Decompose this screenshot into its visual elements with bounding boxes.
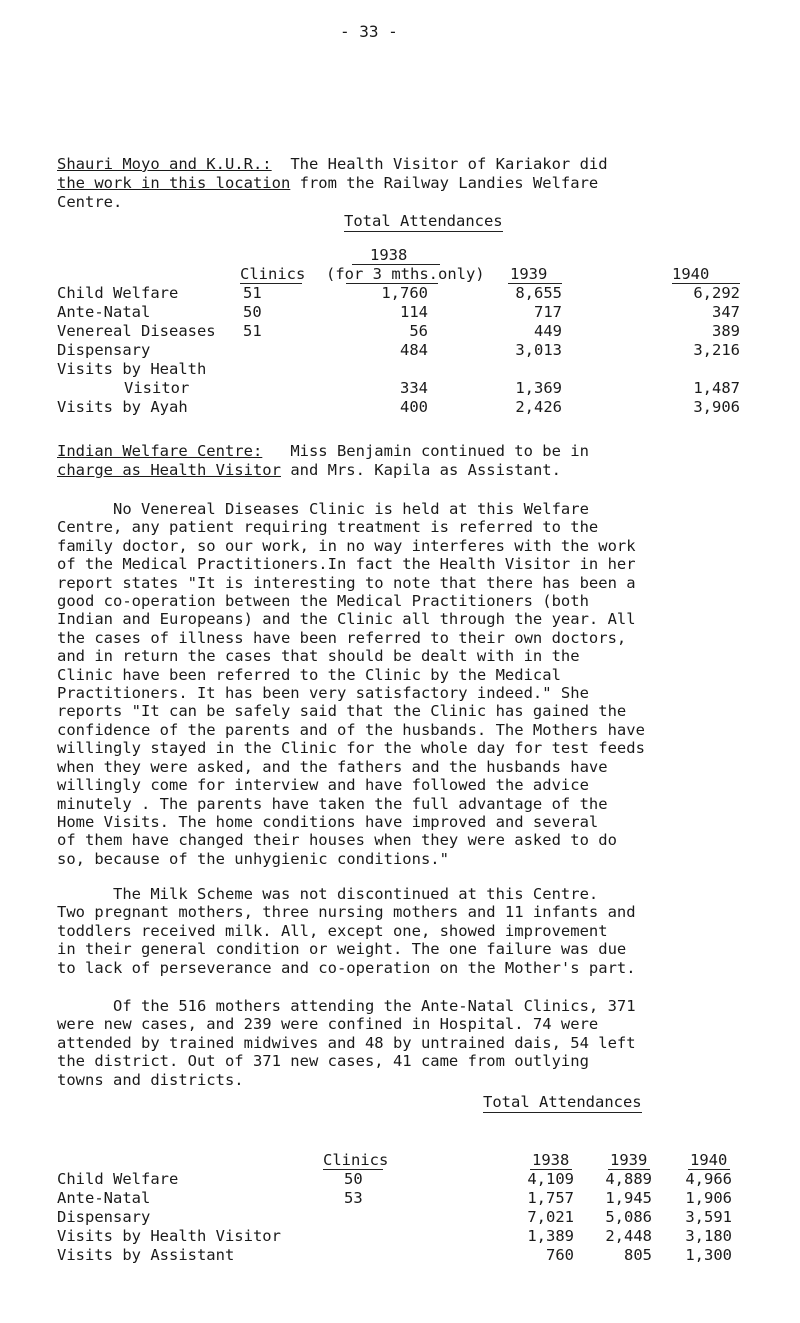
- table2-cell-1940: 4,966: [685, 1170, 732, 1188]
- page-number: - 33 -: [340, 22, 398, 41]
- table1-header-1938: 1938: [370, 246, 408, 264]
- table1-cell-1939: 449: [534, 322, 562, 340]
- table1-row-label: Visits by Health: [57, 360, 207, 378]
- table1-cell-1940: 347: [712, 303, 740, 321]
- table1-row-label: Child Welfare: [57, 284, 179, 302]
- table2-cell-1940: 3,591: [685, 1208, 732, 1226]
- section1-line2: [57, 174, 598, 192]
- table1-row-label: Dispensary: [57, 341, 151, 359]
- table2-row-label: Ante-Natal: [57, 1189, 151, 1207]
- table2-cell-1939: 2,448: [605, 1227, 652, 1245]
- table1-header-1939: 1939: [510, 265, 548, 283]
- paragraph-2: The Milk Scheme was not discontinued at this Centre. Two pregnant mothers, three nursing mothers and 11 infants and toddlers received milk. All, except one, showed improvement in their general condition or weight. The one failure was due to lack of perseverance and co-operation on the Mother's part.: [57, 885, 636, 977]
- table1-cell-1938: 334: [400, 379, 428, 397]
- paragraph-3: Of the 516 mothers attending the Ante-Natal Clinics, 371 were new cases, and 239 were confined in Hospital. 74 were attended by trained midwives and 48 by untrained dais, 54 left the district. Out of 371 new cases, 41 came from outlying towns and districts.: [57, 997, 636, 1089]
- table2-header-1938: 1938: [532, 1151, 570, 1169]
- table1-cell-1940: 389: [712, 322, 740, 340]
- table1-cell-1938: 114: [400, 303, 428, 321]
- table2-cell-1939: 4,889: [605, 1170, 652, 1188]
- table2-caption: Total Attendances: [483, 1093, 642, 1111]
- table2-cell-1940: 1,300: [685, 1246, 732, 1264]
- table1-cell-1938: 56: [409, 322, 428, 340]
- table2-row-label: Dispensary: [57, 1208, 151, 1226]
- section1-heading-rest: The Health Visitor of Kariakor did: [290, 155, 608, 173]
- table1-cell-1938: 1,760: [381, 284, 428, 302]
- section2-line2-rest: and Mrs. Kapila as Assistant.: [290, 461, 561, 479]
- table1-row-label: Visits by Ayah: [57, 398, 188, 416]
- table2-cell-1939: 1,945: [605, 1189, 652, 1207]
- table1-cell-clinics: 51: [243, 322, 262, 340]
- table2-cell-1940: 1,906: [685, 1189, 732, 1207]
- section1-line3: Centre.: [57, 193, 123, 211]
- section2-heading: [57, 442, 589, 460]
- table2-cell-1938: 4,109: [527, 1170, 574, 1188]
- table1-cell-1940: 3,216: [693, 341, 740, 359]
- table1-header-clinics: Clinics: [240, 265, 306, 283]
- table1-caption: Total Attendances: [344, 212, 503, 230]
- table2-header-1939: 1939: [610, 1151, 648, 1169]
- table2-cell-1938: 760: [546, 1246, 574, 1264]
- table2-cell-1939: 805: [624, 1246, 652, 1264]
- section1-heading-underlined: Shauri Moyo and K.U.R.:: [57, 155, 272, 173]
- table1-cell-1939: 8,655: [515, 284, 562, 302]
- section2-line2: [57, 461, 561, 479]
- table2-cell-1938: 1,757: [527, 1189, 574, 1207]
- section1-heading: [57, 155, 608, 173]
- table1-cell-1939: 717: [534, 303, 562, 321]
- table2-cell-1938: 1,389: [527, 1227, 574, 1245]
- table1-cell-1938: 400: [400, 398, 428, 416]
- table2-header-clinics: Clinics: [323, 1151, 389, 1169]
- table1-cell-clinics: 51: [243, 284, 262, 302]
- section2-heading-underlined: Indian Welfare Centre:: [57, 442, 263, 460]
- table2-row-label: Visits by Health Visitor: [57, 1227, 281, 1245]
- table2-cell-clinics: 50: [344, 1170, 363, 1188]
- table1-row-label: Ante-Natal: [57, 303, 151, 321]
- table1-cell-1938: 484: [400, 341, 428, 359]
- table1-row-label: Venereal Diseases: [57, 322, 216, 340]
- table1-cell-clinics: 50: [243, 303, 262, 321]
- section2-line2-underlined: charge as Health Visitor: [57, 461, 281, 479]
- table2-header-1940: 1940: [690, 1151, 728, 1169]
- table2-row-label: Child Welfare: [57, 1170, 179, 1188]
- table1-cell-1940: 3,906: [693, 398, 740, 416]
- table1-cell-1940: 1,487: [693, 379, 740, 397]
- table1-cell-1939: 1,369: [515, 379, 562, 397]
- table2-cell-1939: 5,086: [605, 1208, 652, 1226]
- section2-heading-rest: Miss Benjamin continued to be in: [290, 442, 589, 460]
- table1-cell-1939: 3,013: [515, 341, 562, 359]
- table2-cell-clinics: 53: [344, 1189, 363, 1207]
- table1-header-1938-note: (for 3 mths.only): [326, 265, 485, 283]
- table2-cell-1940: 3,180: [685, 1227, 732, 1245]
- table2-cell-1938: 7,021: [527, 1208, 574, 1226]
- table1-cell-1939: 2,426: [515, 398, 562, 416]
- table1-cell-1940: 6,292: [693, 284, 740, 302]
- section1-line2-underlined: the work in this location: [57, 174, 291, 192]
- table1-header-1940: 1940: [672, 265, 710, 283]
- table1-row-label-cont: Visitor: [124, 379, 190, 397]
- table2-row-label: Visits by Assistant: [57, 1246, 235, 1264]
- paragraph-1: No Venereal Diseases Clinic is held at this Welfare Centre, any patient requiring treatment is referred to the family doctor, so our work, in no way interferes with the work of the Medical Practitioners.In fact the Health Visitor in her report states "It is interesting to note that there has been a good co-operation between the Medical Practitioners (both Indian and Europeans) and the Clinic all through the year. All the cases of illness have been referred to their own doctors, and in return the cases that should be dealt with in the Clinic have been referred to the Clinic by the Medical Practitioners. It has been very satisfactory indeed." She reports "It can be safely said that the Clinic has gained the confidence of the parents and of the husbands. The Mothers have willingly stayed in the Clinic for the whole day for test feeds when they were asked, and the fathers and the husbands have willingly come for interview and have followed the advice minutely . The parents have taken the full advantage of the Home Visits. The home conditions have improved and several of them have changed their houses when they were asked to do so, because of the unhygienic conditions.": [57, 500, 645, 868]
- section1-line2-rest: from the Railway Landies Welfare: [299, 174, 599, 192]
